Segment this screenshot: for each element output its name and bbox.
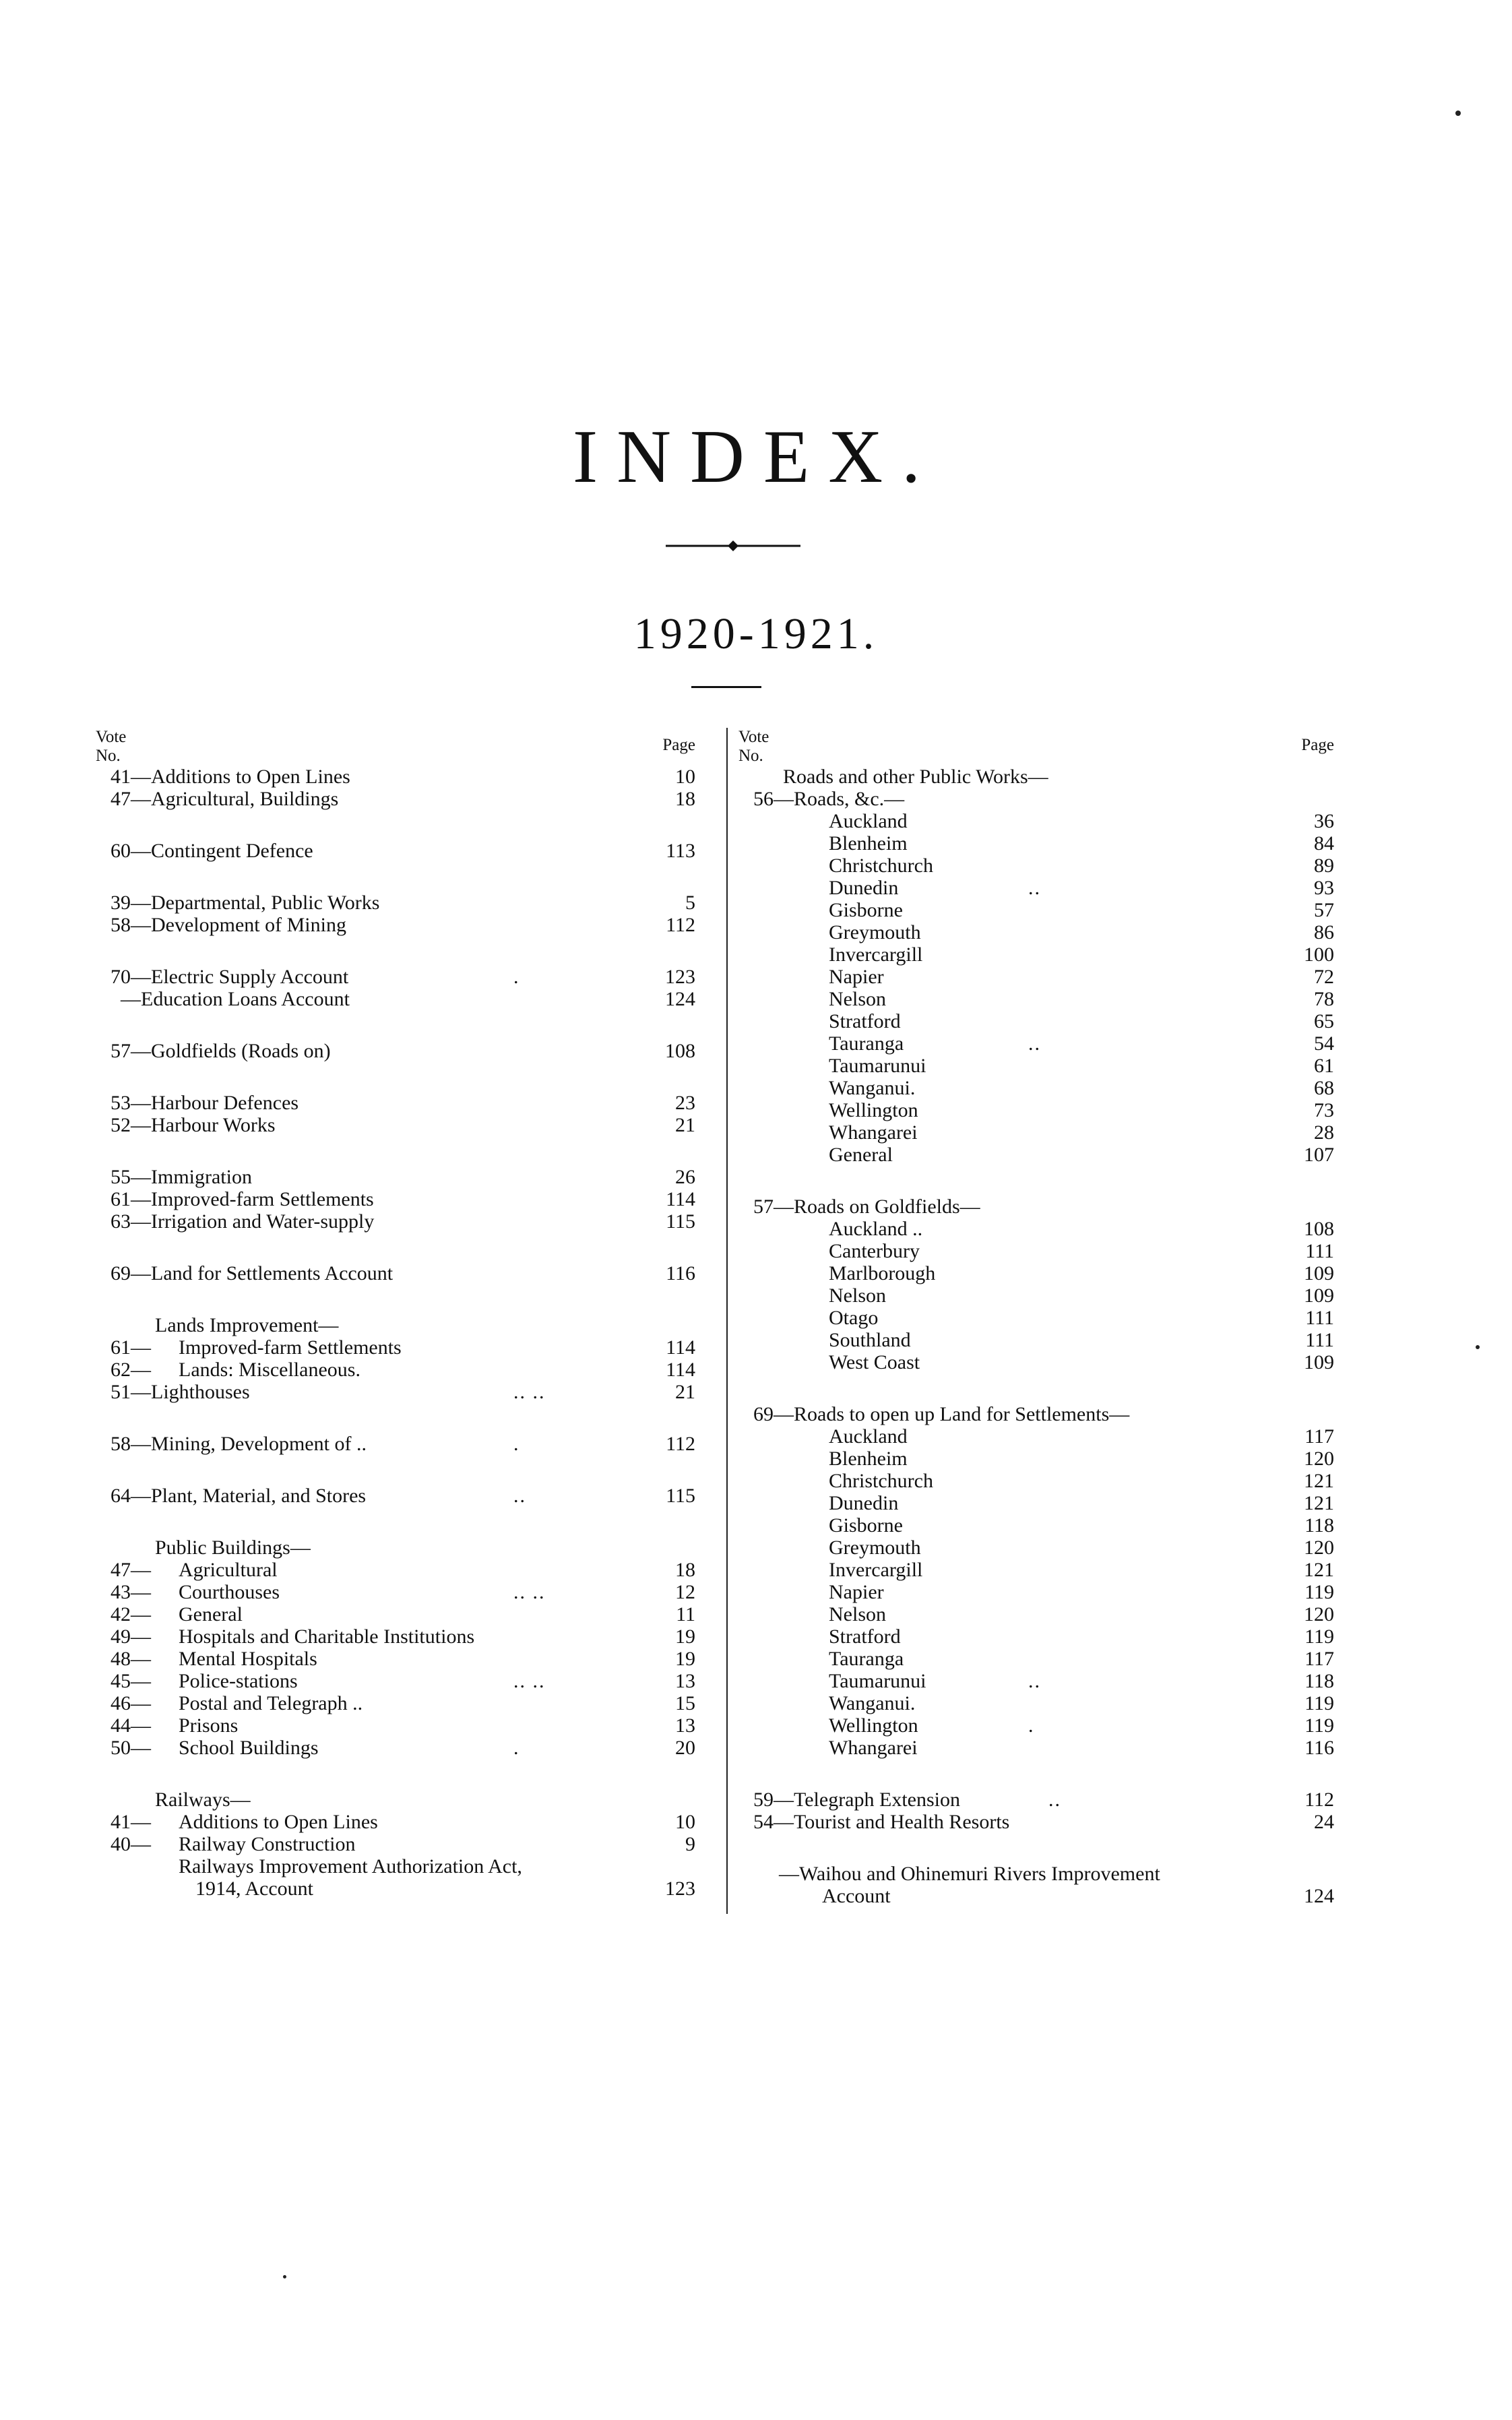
place-name: Christchurch <box>829 855 933 877</box>
scan-speck <box>1455 111 1461 116</box>
index-entry <box>96 1166 710 1188</box>
index-entry <box>96 1040 710 1062</box>
place-entry <box>738 1448 1349 1470</box>
entry-page: 28 <box>1314 1121 1334 1144</box>
entry-label: 60—Contingent Defence <box>111 840 313 862</box>
entry-gap <box>96 1403 710 1433</box>
entry-page: 23 <box>675 1092 695 1114</box>
vote-header: Vote <box>96 728 127 746</box>
entry-label: Police-stations <box>179 1670 298 1692</box>
place-entry <box>738 832 1349 855</box>
place-name: Tauranga <box>829 1032 904 1055</box>
entry-label: Mental Hospitals <box>179 1648 317 1670</box>
place-name: Napier <box>829 1581 884 1603</box>
index-entry <box>738 788 1349 810</box>
entry-page: 115 <box>666 1485 695 1507</box>
index-entry-wrapped-continuation <box>738 1885 1349 1907</box>
entry-page: 112 <box>666 1433 695 1455</box>
entry-page: 10 <box>675 766 695 788</box>
entry-label: Account <box>822 1885 891 1907</box>
place-entry <box>738 1077 1349 1099</box>
entry-page: 21 <box>675 1114 695 1136</box>
entry-vote: 41— <box>111 1811 151 1833</box>
entry-gap <box>96 1062 710 1092</box>
place-name: Greymouth <box>829 1537 921 1559</box>
entry-vote: 44— <box>111 1714 151 1737</box>
entry-label: 64—Plant, Material, and Stores <box>111 1485 367 1507</box>
year-range: 1920-1921. <box>633 609 879 658</box>
entry-label: 69—Roads to open up Land for Settlements— <box>753 1403 1130 1425</box>
entry-page: 117 <box>1304 1648 1334 1670</box>
entry-page: 84 <box>1314 832 1334 855</box>
place-entry <box>738 1218 1349 1240</box>
entry-page: 13 <box>675 1670 695 1692</box>
entry-vote: 40— <box>111 1833 151 1855</box>
entry-gap <box>738 1759 1349 1789</box>
entry-label: 39—Departmental, Public Works <box>111 892 380 914</box>
no-header: No. <box>738 746 763 765</box>
index-entry <box>96 1210 710 1233</box>
place-entry <box>738 1307 1349 1329</box>
entry-page: 107 <box>1304 1144 1334 1166</box>
section-heading <box>738 766 1349 788</box>
entry-page: 78 <box>1314 988 1334 1010</box>
entry-gap <box>96 1010 710 1040</box>
index-entry <box>96 914 710 936</box>
place-entry <box>738 1603 1349 1625</box>
place-entry <box>738 1351 1349 1373</box>
index-entry <box>96 966 710 988</box>
place-name: Stratford <box>829 1625 901 1648</box>
scan-speck <box>283 2275 286 2278</box>
entry-label: 63—Irrigation and Water-supply <box>111 1210 375 1233</box>
index-entry <box>96 1433 710 1455</box>
entry-label: Hospitals and Charitable Institutions <box>179 1625 475 1648</box>
entry-gap <box>96 1455 710 1485</box>
entry-vote: 42— <box>111 1603 151 1625</box>
place-name: Invercargill <box>829 1559 923 1581</box>
entry-label: 61—Improved-farm Settlements <box>111 1188 374 1210</box>
index-entry <box>96 1737 710 1759</box>
place-entry <box>738 1121 1349 1144</box>
index-entry <box>96 1336 710 1359</box>
page-title: INDEX. <box>572 415 940 499</box>
entry-vote: 62— <box>111 1359 151 1381</box>
section-heading <box>96 1314 710 1336</box>
entry-label: 69—Land for Settlements Account <box>111 1262 393 1284</box>
entry-label: 70—Electric Supply Account <box>111 966 349 988</box>
index-entry <box>96 1670 710 1692</box>
entry-page: 9 <box>685 1833 695 1855</box>
index-entry <box>96 1833 710 1855</box>
entry-page: 113 <box>666 840 695 862</box>
entry-vote: 49— <box>111 1625 151 1648</box>
entry-page: 123 <box>665 1878 695 1900</box>
entry-gap <box>96 862 710 892</box>
entry-page: 100 <box>1304 943 1334 966</box>
entry-page: 118 <box>1304 1670 1334 1692</box>
index-entry <box>96 840 710 862</box>
leader-dots: .. .. <box>513 1581 546 1603</box>
index-entry <box>738 1196 1349 1218</box>
entry-page: 120 <box>1304 1448 1334 1470</box>
entry-page: 119 <box>1304 1625 1334 1648</box>
place-name: Tauranga <box>829 1648 904 1670</box>
entry-label: Railways Improvement Authorization Act, <box>179 1855 522 1878</box>
section-heading <box>96 1537 710 1559</box>
place-name: Gisborne <box>829 899 903 921</box>
place-name: Wellington <box>829 1099 918 1121</box>
place-entry <box>738 1055 1349 1077</box>
index-entry <box>96 1262 710 1284</box>
index-entry <box>96 766 710 788</box>
entry-page: 111 <box>1305 1307 1334 1329</box>
place-name: Wellington <box>829 1714 918 1737</box>
entry-label: 41—Additions to Open Lines <box>111 766 350 788</box>
place-name: Taumarunui <box>829 1670 926 1692</box>
place-entry <box>738 1240 1349 1262</box>
column-divider <box>726 728 728 1914</box>
entry-vote: 47— <box>111 1559 151 1581</box>
entry-label: Improved-farm Settlements <box>179 1336 402 1359</box>
entry-label: 59—Telegraph Extension <box>753 1789 960 1811</box>
entry-vote: 46— <box>111 1692 151 1714</box>
place-name: Otago <box>829 1307 879 1329</box>
place-entry <box>738 1737 1349 1759</box>
index-entry <box>738 1789 1349 1811</box>
place-name: Dunedin <box>829 877 899 899</box>
entry-vote: 43— <box>111 1581 151 1603</box>
leader-dots: .. .. <box>513 1381 546 1403</box>
place-name: Southland <box>829 1329 911 1351</box>
entry-page: 89 <box>1314 855 1334 877</box>
entry-page: 15 <box>675 1692 695 1714</box>
index-entry <box>96 1188 710 1210</box>
leader-dots: .. <box>1048 1789 1061 1811</box>
entry-page: 72 <box>1314 966 1334 988</box>
leader-dots: .. <box>1028 1670 1041 1692</box>
entry-page: 117 <box>1304 1425 1334 1448</box>
column-header <box>96 728 710 766</box>
index-entry <box>96 1714 710 1737</box>
entry-page: 19 <box>675 1648 695 1670</box>
place-entry <box>738 1714 1349 1737</box>
place-entry <box>738 855 1349 877</box>
place-entry <box>738 1492 1349 1514</box>
index-entry <box>96 988 710 1010</box>
page-header: Page <box>1301 736 1334 754</box>
entry-page: 112 <box>1304 1789 1334 1811</box>
entry-page: 86 <box>1314 921 1334 943</box>
index-entry <box>96 1092 710 1114</box>
place-entry <box>738 1262 1349 1284</box>
section-heading <box>96 1789 710 1811</box>
place-name: Whangarei <box>829 1737 918 1759</box>
leader-dots: .. <box>1028 1032 1041 1055</box>
entry-page: 121 <box>1304 1492 1334 1514</box>
entry-page: 124 <box>665 988 695 1010</box>
place-name: Marlborough <box>829 1262 936 1284</box>
entry-gap <box>96 810 710 840</box>
entry-page: 21 <box>675 1381 695 1403</box>
entry-vote: 48— <box>111 1648 151 1670</box>
entry-vote: 45— <box>111 1670 151 1692</box>
entry-page: 20 <box>675 1737 695 1759</box>
place-entry <box>738 943 1349 966</box>
entry-gap <box>738 1373 1349 1403</box>
ornament-divider <box>666 539 800 553</box>
title-rule <box>691 686 761 688</box>
entry-label: 58—Development of Mining <box>111 914 346 936</box>
section-heading-text: Railways— <box>155 1789 251 1811</box>
place-name: Napier <box>829 966 884 988</box>
entry-gap <box>738 1833 1349 1863</box>
entry-page: 26 <box>675 1166 695 1188</box>
entry-gap <box>96 1284 710 1314</box>
place-name: Nelson <box>829 1603 886 1625</box>
entry-page: 13 <box>675 1714 695 1737</box>
place-name: Gisborne <box>829 1514 903 1537</box>
entry-label: 1914, Account <box>195 1878 313 1900</box>
entry-label: —Waihou and Ohinemuri Rivers Improvement <box>779 1863 1160 1885</box>
leader-dots: .. <box>513 1485 526 1507</box>
index-entry <box>96 1485 710 1507</box>
entry-page: 109 <box>1304 1284 1334 1307</box>
index-column-left <box>96 728 710 1900</box>
entry-label: Lands: Miscellaneous. <box>179 1359 360 1381</box>
place-entry <box>738 921 1349 943</box>
entry-page: 121 <box>1304 1559 1334 1581</box>
entry-page: 111 <box>1305 1329 1334 1351</box>
leader-dots: . <box>513 966 520 988</box>
leader-dots: . <box>1028 1714 1035 1737</box>
entry-page: 36 <box>1314 810 1334 832</box>
place-name: Invercargill <box>829 943 923 966</box>
entry-gap <box>96 1507 710 1537</box>
place-entry <box>738 1648 1349 1670</box>
entry-label: 52—Harbour Works <box>111 1114 276 1136</box>
entry-gap <box>738 1166 1349 1196</box>
entry-page: 123 <box>665 966 695 988</box>
entry-page: 73 <box>1314 1099 1334 1121</box>
index-column-right <box>738 728 1349 1907</box>
index-entry-wrapped <box>96 1855 710 1878</box>
entry-gap <box>96 1759 710 1789</box>
page-header: Page <box>662 736 695 754</box>
place-name: Dunedin <box>829 1492 899 1514</box>
place-name: Christchurch <box>829 1470 933 1492</box>
entry-page: 24 <box>1314 1811 1334 1833</box>
entry-page: 112 <box>666 914 695 936</box>
place-entry <box>738 1692 1349 1714</box>
entry-gap <box>96 1233 710 1262</box>
leader-dots: . <box>513 1737 520 1759</box>
place-entry <box>738 1559 1349 1581</box>
entry-page: 116 <box>1304 1737 1334 1759</box>
leader-dots: .. .. <box>513 1670 546 1692</box>
entry-page: 119 <box>1304 1581 1334 1603</box>
entry-label: 57—Goldfields (Roads on) <box>111 1040 331 1062</box>
entry-page: 119 <box>1304 1714 1334 1737</box>
entry-vote: 61— <box>111 1336 151 1359</box>
index-entry <box>96 1692 710 1714</box>
entry-page: 5 <box>685 892 695 914</box>
place-name: General <box>829 1144 893 1166</box>
entry-page: 18 <box>675 788 695 810</box>
place-name: West Coast <box>829 1351 920 1373</box>
place-name: Greymouth <box>829 921 921 943</box>
entry-page: 18 <box>675 1559 695 1581</box>
entry-page: 120 <box>1304 1537 1334 1559</box>
index-entry <box>96 1603 710 1625</box>
entry-page: 65 <box>1314 1010 1334 1032</box>
entry-vote: 50— <box>111 1737 151 1759</box>
entry-page: 11 <box>676 1603 695 1625</box>
place-name: Blenheim <box>829 1448 908 1470</box>
place-entry <box>738 877 1349 899</box>
entry-page: 115 <box>666 1210 695 1233</box>
entry-label: Additions to Open Lines <box>179 1811 378 1833</box>
place-name: Wanganui. <box>829 1077 916 1099</box>
entry-page: 124 <box>1304 1885 1334 1907</box>
place-name: Auckland <box>829 810 908 832</box>
place-name: Taumarunui <box>829 1055 926 1077</box>
entry-label: 55—Immigration <box>111 1166 252 1188</box>
entry-page: 108 <box>1304 1218 1334 1240</box>
place-entry <box>738 1514 1349 1537</box>
index-entry-wrapped <box>738 1863 1349 1885</box>
place-entry <box>738 1581 1349 1603</box>
place-name: Whangarei <box>829 1121 918 1144</box>
entry-page: 111 <box>1305 1240 1334 1262</box>
entry-page: 109 <box>1304 1262 1334 1284</box>
entry-label: General <box>179 1603 243 1625</box>
index-entry <box>96 1625 710 1648</box>
entry-label: Railway Construction <box>179 1833 356 1855</box>
leader-dots: .. <box>1028 877 1041 899</box>
entry-page: 93 <box>1314 877 1334 899</box>
column-header <box>738 728 1349 766</box>
entry-label: 53—Harbour Defences <box>111 1092 299 1114</box>
index-entry <box>96 1381 710 1403</box>
entry-page: 120 <box>1304 1603 1334 1625</box>
entry-page: 108 <box>665 1040 695 1062</box>
entry-label: School Buildings <box>179 1737 319 1759</box>
place-entry <box>738 810 1349 832</box>
place-name: Blenheim <box>829 832 908 855</box>
entry-gap <box>96 1136 710 1166</box>
index-entry <box>738 1811 1349 1833</box>
entry-page: 114 <box>666 1359 695 1381</box>
index-entry-wrapped-continuation <box>96 1878 710 1900</box>
entry-label: Courthouses <box>179 1581 280 1603</box>
entry-label: —Education Loans Account <box>111 988 350 1010</box>
place-entry <box>738 1144 1349 1166</box>
entry-label: 58—Mining, Development of .. <box>111 1433 367 1455</box>
place-entry <box>738 1670 1349 1692</box>
entry-label: Postal and Telegraph .. <box>179 1692 363 1714</box>
entry-page: 116 <box>666 1262 695 1284</box>
place-name: Nelson <box>829 1284 886 1307</box>
entry-page: 61 <box>1314 1055 1334 1077</box>
index-entry <box>96 1559 710 1581</box>
entry-page: 57 <box>1314 899 1334 921</box>
place-entry <box>738 988 1349 1010</box>
entry-page: 12 <box>675 1581 695 1603</box>
place-entry <box>738 1010 1349 1032</box>
entry-page: 114 <box>666 1336 695 1359</box>
section-heading-text: Lands Improvement— <box>155 1314 339 1336</box>
index-entry <box>96 1359 710 1381</box>
place-entry <box>738 1032 1349 1055</box>
place-name: Auckland <box>829 1425 908 1448</box>
place-entry <box>738 1625 1349 1648</box>
place-name: Canterbury <box>829 1240 920 1262</box>
entry-page: 119 <box>1304 1692 1334 1714</box>
entry-label: Prisons <box>179 1714 239 1737</box>
place-entry <box>738 1537 1349 1559</box>
entry-page: 10 <box>675 1811 695 1833</box>
entry-label: 47—Agricultural, Buildings <box>111 788 339 810</box>
place-name: Stratford <box>829 1010 901 1032</box>
place-name: Nelson <box>829 988 886 1010</box>
entry-gap <box>96 936 710 966</box>
place-entry <box>738 966 1349 988</box>
section-heading-text: Public Buildings— <box>155 1537 311 1559</box>
entry-label: Agricultural <box>179 1559 278 1581</box>
no-header: No. <box>96 746 121 765</box>
place-entry <box>738 1470 1349 1492</box>
entry-label: 51—Lighthouses <box>111 1381 250 1403</box>
scan-speck <box>1476 1345 1480 1349</box>
entry-label: 54—Tourist and Health Resorts <box>753 1811 1010 1833</box>
index-entry <box>96 1114 710 1136</box>
section-heading-text: Roads and other Public Works— <box>783 766 1048 788</box>
entry-page: 19 <box>675 1625 695 1648</box>
place-name: Wanganui. <box>829 1692 916 1714</box>
vote-header: Vote <box>738 728 769 746</box>
place-entry <box>738 1284 1349 1307</box>
place-entry <box>738 899 1349 921</box>
entry-page: 68 <box>1314 1077 1334 1099</box>
place-entry <box>738 1099 1349 1121</box>
entry-label: 56—Roads, &c.— <box>753 788 905 810</box>
entry-page: 109 <box>1304 1351 1334 1373</box>
entry-page: 121 <box>1304 1470 1334 1492</box>
entry-page: 114 <box>666 1188 695 1210</box>
index-entry <box>96 892 710 914</box>
leader-dots: . <box>513 1433 520 1455</box>
entry-page: 118 <box>1304 1514 1334 1537</box>
place-name: Auckland .. <box>829 1218 923 1240</box>
index-entry <box>96 1648 710 1670</box>
index-entry <box>738 1403 1349 1425</box>
entry-page: 54 <box>1314 1032 1334 1055</box>
index-entry <box>96 788 710 810</box>
place-entry <box>738 1425 1349 1448</box>
entry-label: 57—Roads on Goldfields— <box>753 1196 980 1218</box>
index-entry <box>96 1581 710 1603</box>
place-entry <box>738 1329 1349 1351</box>
index-entry <box>96 1811 710 1833</box>
